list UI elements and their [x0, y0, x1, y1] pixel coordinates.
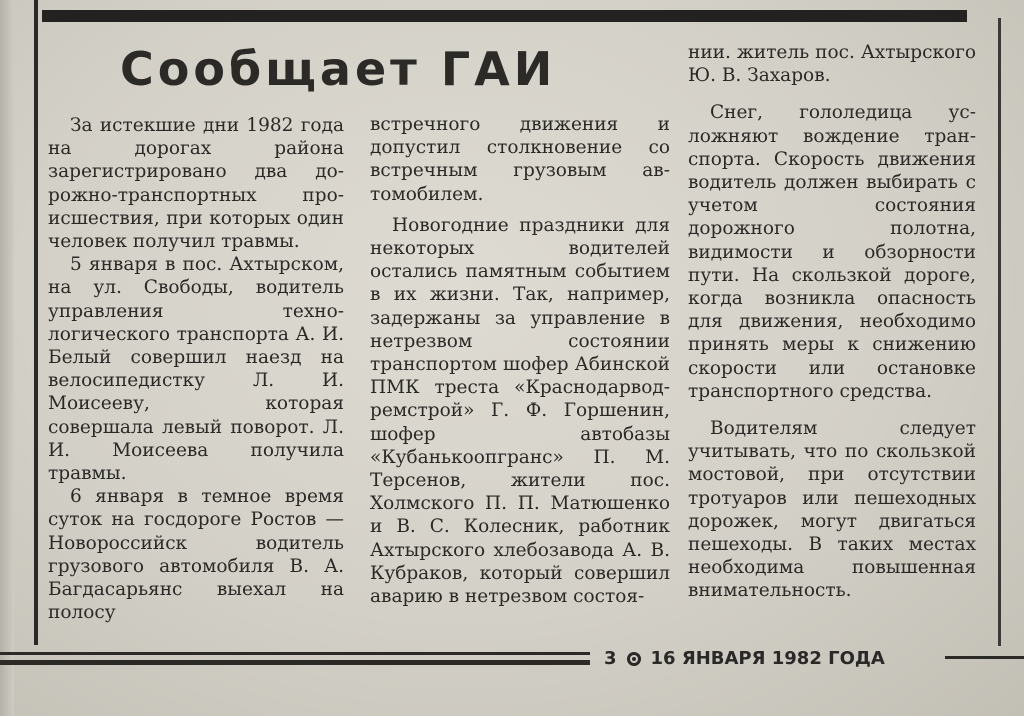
issue-date: 16 ЯНВАРЯ 1982 ГОДА — [650, 648, 885, 669]
paragraph-collision-cont: встречного движения и допустил столкновение со встречным грузовым автомобилем. — [370, 114, 670, 205]
article-headline: Сообщает ГАИ — [120, 42, 557, 96]
bottom-rule-right — [945, 656, 1024, 659]
paragraph-snow-ice: Снег, гололедица усложняют вождение транспорта. Скорость движения водитель должен выбирать с учетом состояния дорожного полотна, видимости и обзорности пути. На скользкой дороге, когда возникла опасность для движения, необходимо принять меры к снижению скорости или остановке транспортного средства. — [688, 102, 976, 402]
left-column-rule — [34, 0, 38, 645]
page-edge — [0, 0, 14, 716]
article-column-2 — [370, 113, 670, 608]
page-footer — [604, 648, 885, 669]
paragraph-new-year-drivers: Новогодние праздники для некоторых водителей остались памятным событием в их жизни. Так, например, задержаны за управление в нетрезвом состоянии транспортом шофер Абинской ПМК треста «Краснодарводремстрой» Г. Ф. Горшенин, шофер автобазы «Кубанькоопгранс» П. М. Терсенов, жители пос. Холмского П. П. Матюшенко и В. С. Колесник, работник Ахтырского хлебозавода А. В. Кубраков, который совершил аварию в нетрезвом состоя- — [370, 214, 670, 608]
paragraph-jan-6: 6 января в темное время суток на госдороге Ростов — Новороссийск водитель грузового автомобиля В. А. Багдасарьянс выехал на полосу — [48, 486, 344, 624]
page-number: 3 — [604, 648, 617, 669]
right-column-rule — [998, 18, 1001, 646]
article-column-3 — [688, 41, 976, 603]
paragraph-pedestrians: Водителям следует учитывать, что по скользкой мостовой, при отсутствии тротуаров или пешеходных дорожек, могут двигаться пешеходы. В таких местах необходима повышенная внимательность. — [688, 418, 976, 602]
top-rule — [42, 10, 967, 22]
article-column-1 — [48, 114, 344, 624]
paragraph-drunk-cont: нии. житель пос. Ахтырского Ю. В. Захаров. — [688, 42, 976, 87]
paragraph-jan-5: 5 января в пос. Ахтырском, на ул. Свободы, водитель управления технологического транспорта А. И. Белый совершил наезд на велосипедистку Л. И. Моисееву, которая совершала левый поворот. Л. И. Моисеева получила травмы. — [48, 254, 344, 485]
bullet-icon — [627, 652, 641, 666]
bottom-rule-thick — [0, 660, 590, 665]
bottom-rule-thin — [0, 652, 590, 655]
paragraph-intro: За истекшие дни 1982 года на дорогах района зарегистрировано два дорожно-транспортных происшествия, при которых один человек получил травмы. — [48, 115, 344, 253]
